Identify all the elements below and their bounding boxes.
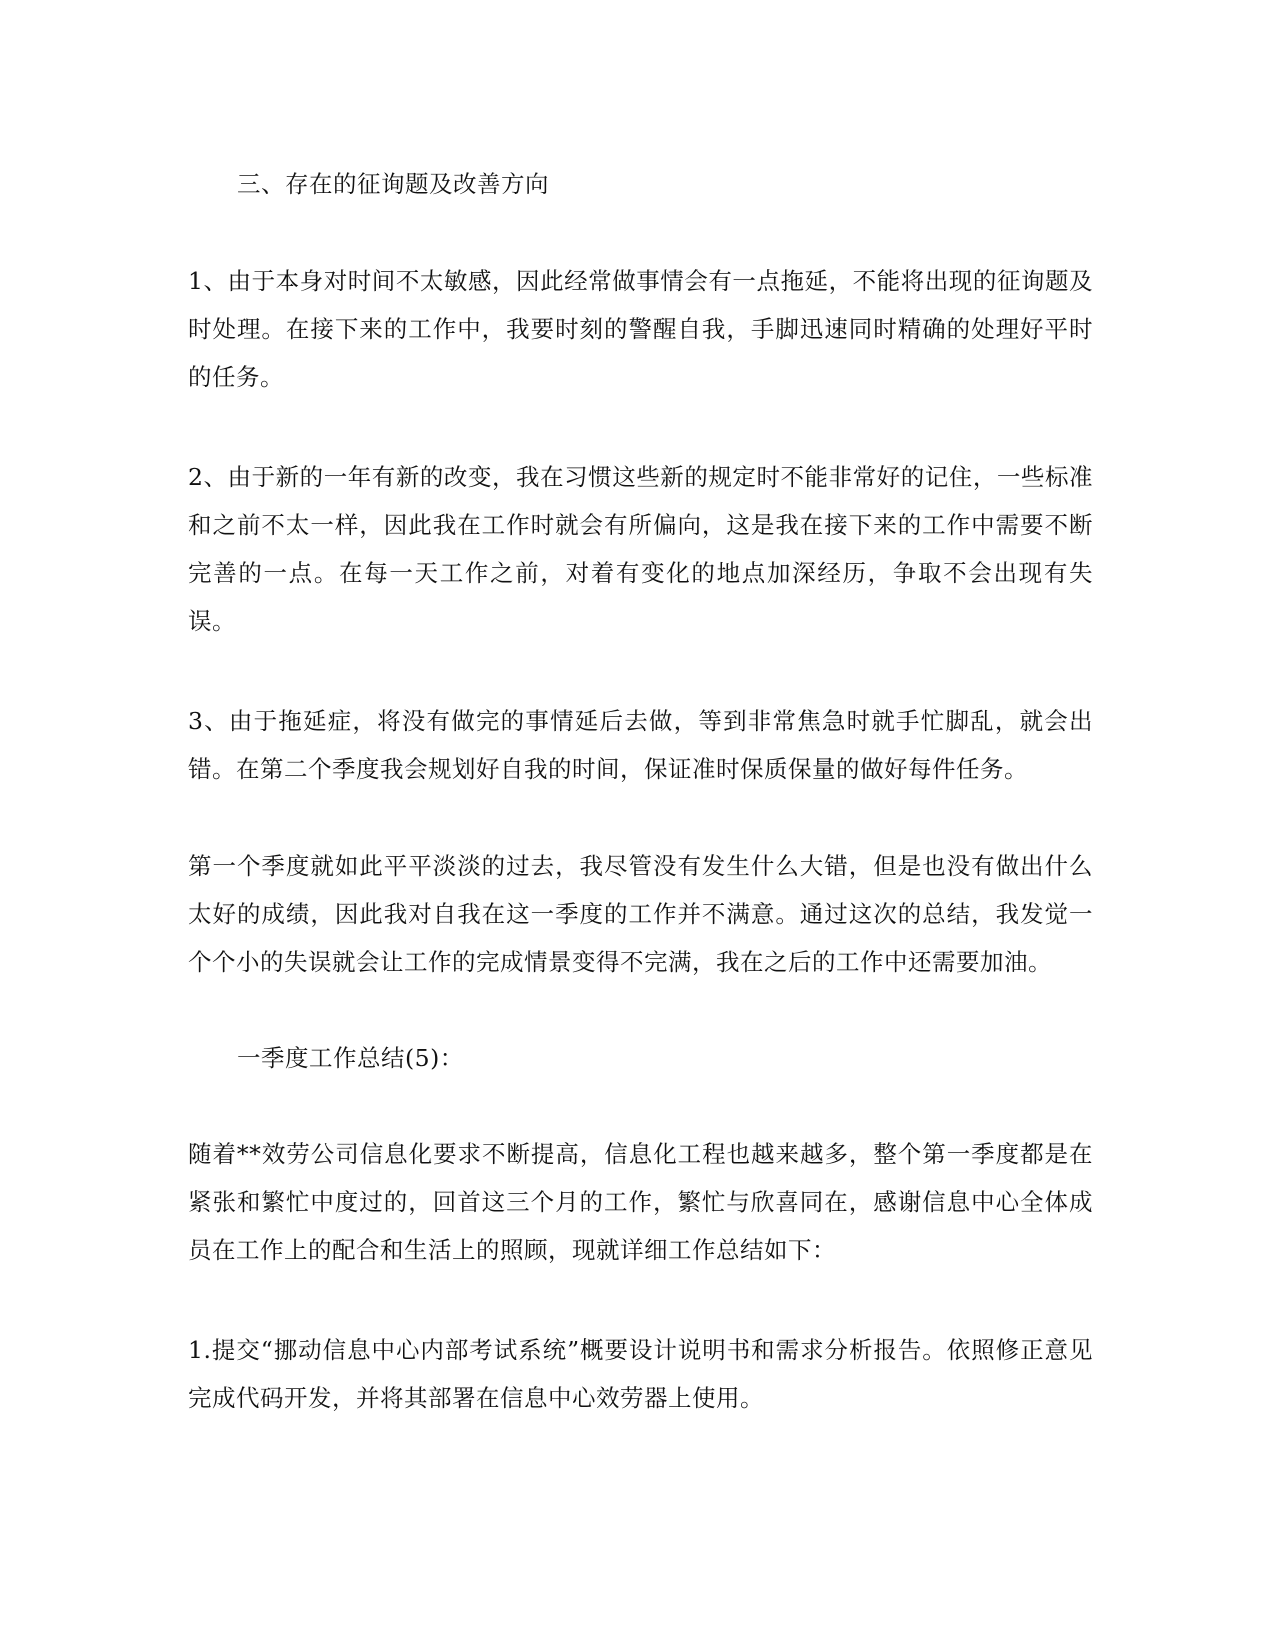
subtitle: 一季度工作总结(5)： [237,1044,464,1072]
list-item: 2、由于新的一年有新的改变，我在习惯这些新的规定时不能非常好的记住，一些标准和之前不太一样，因此我在工作时就会有所偏向，这是我在接下来的工作中需要不断完善的一点。在每一天工作之前，对着有变化的地点加深经历，争取不会出现有失误。 [188,463,1093,635]
list-item: 3、由于拖延症，将没有做完的事情延后去做，等到非常焦急时就手忙脚乱，就会出错。在第二个季度我会规划好自我的时间，保证准时保质保量的做好每件任务。 [188,707,1093,783]
work-point-1: 1.提交“挪动信息中心内部考试系统”概要设计说明书和需求分析报告。依照修正意见完成代码开发，并将其部署在信息中心效劳器上使用。 [188,1336,1093,1412]
list-item: 1、由于本身对时间不太敏感，因此经常做事情会有一点拖延，不能将出现的征询题及时处理。在接下来的工作中，我要时刻的警醒自我，手脚迅速同时精确的处理好平时的任务。 [188,267,1093,391]
closing-paragraph: 第一个季度就如此平平淡淡的过去，我尽管没有发生什么大错，但是也没有做出什么太好的成绩，因此我对自我在这一季度的工作并不满意。通过这次的总结，我发觉一个个小的失误就会让工作的完成情景变得不完满，我在之后的工作中还需要加油。 [188,852,1093,976]
intro-paragraph: 随着**效劳公司信息化要求不断提高，信息化工程也越来越多，整个第一季度都是在紧张和繁忙中度过的，回首这三个月的工作，繁忙与欣喜同在，感谢信息中心全体成员在工作上的配合和生活上的照顾，现就详细工作总结如下： [188,1140,1093,1264]
section-heading: 三、存在的征询题及改善方向 [237,170,549,198]
